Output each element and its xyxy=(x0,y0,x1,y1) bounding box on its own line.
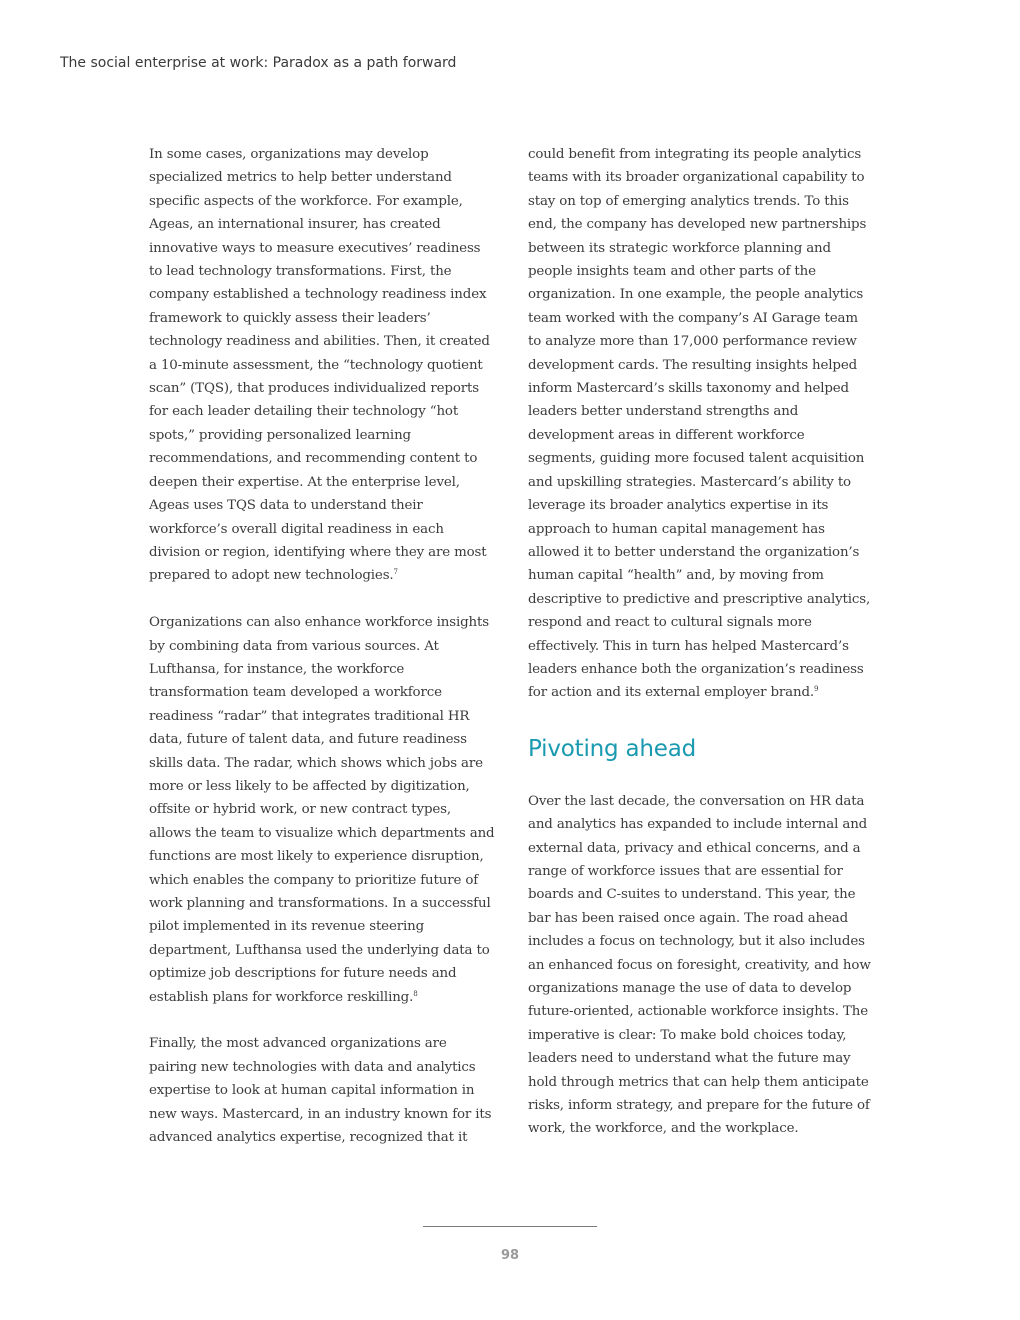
paragraph-text: In some cases, organizations may develop specialized metrics to help better understand specific aspects of the workforce. For example, Ageas, an international insurer, has created innovative ways to measure executives’ readiness to lead technology transformations. First, the company established a technology readiness index framework to quickly assess their leaders’ technology readiness and abilities. Then, it created a 10-minute assessment, the “technology quotient scan” (TQS), that produces individualized reports for each leader detailing their technology “hot spots,” providing personalized learning recommendations, and recommending content to deepen their expertise. At the enterprise level, Ageas uses TQS data to understand their workforce’s overall digital readiness in each division or region, identifying where they are most prepared to adopt new technologies. xyxy=(149,147,490,584)
paragraph xyxy=(149,143,497,588)
paragraph-text: Organizations can also enhance workforce insights by combining data from various sources. At Lufthansa, for instance, the workforce transformation team developed a workforce readiness “radar” that integrates traditional HR data, future of talent data, and future readiness skills data. The radar, which shows which jobs are more or less likely to be affected by digitization, offsite or hybrid work, or new contract types, allows the team to visualize which departments and functions are most likely to experience disruption, which enables the company to prioritize future of work planning and transformations. In a successful pilot implemented in its revenue steering department, Lufthansa used the underlying data to optimize job descriptions for future needs and establish plans for workforce reskilling. xyxy=(149,615,495,1005)
right-column xyxy=(528,143,873,1141)
footnote-marker[interactable]: 7 xyxy=(393,568,398,577)
paragraph-text: Finally, the most advanced organizations are pairing new technologies with data and analytics expertise to look at human capital information in new ways. Mastercard, in an industry known for its advanced analytics expertise, recognized that it xyxy=(149,1036,492,1146)
left-column xyxy=(149,143,497,1149)
paragraph-text: Over the last decade, the conversation on HR data and analytics has expanded to include internal and external data, privacy and ethical concerns, and a range of workforce issues that are essential for boards and C-suites to understand. This year, the bar has been raised once again. The road ahead includes a focus on technology, but it also includes an enhanced focus on foresight, creativity, and how organizations manage the use of data to develop future-oriented, actionable workforce insights. The imperative is clear: To make bold choices today, leaders need to understand what the future may hold through metrics that can help them anticipate risks, inform strategy, and prepare for the future of work, the workforce, and the workplace. xyxy=(528,793,871,1137)
section-heading: Pivoting ahead xyxy=(528,735,697,762)
paragraph xyxy=(528,143,873,705)
paragraph xyxy=(149,1032,497,1149)
page-number: 98 xyxy=(500,1248,520,1263)
running-header: The social enterprise at work: Paradox as a path forward xyxy=(60,55,457,71)
paragraph xyxy=(528,790,873,1141)
footer-divider xyxy=(423,1226,597,1227)
paragraph-text: could benefit from integrating its people analytics teams with its broader organizational capability to stay on top of emerging analytics trends. To this end, the company has developed new partnerships between its strategic workforce planning and people insights team and other parts of the organization. In one example, the people analytics team worked with the company’s AI Garage team to analyze more than 17,000 performance review development cards. The resulting insights helped inform Mastercard’s skills taxonomy and helped leaders better understand strengths and development areas in different workforce segments, guiding more focused talent acquisition and upskilling strategies. Mastercard’s ability to leverage its broader analytics expertise in its approach to human capital management has allowed it to better understand the organization’s human capital “health” and, by moving from descriptive to predictive and prescriptive analytics, respond and react to cultural signals more effectively. This in turn has helped Mastercard’s leaders enhance both the organization’s readiness for action and its external employer brand. xyxy=(528,147,871,701)
paragraph xyxy=(149,611,497,1009)
footnote-marker[interactable]: 9 xyxy=(813,685,819,694)
footnote-marker[interactable]: 8 xyxy=(413,989,418,998)
